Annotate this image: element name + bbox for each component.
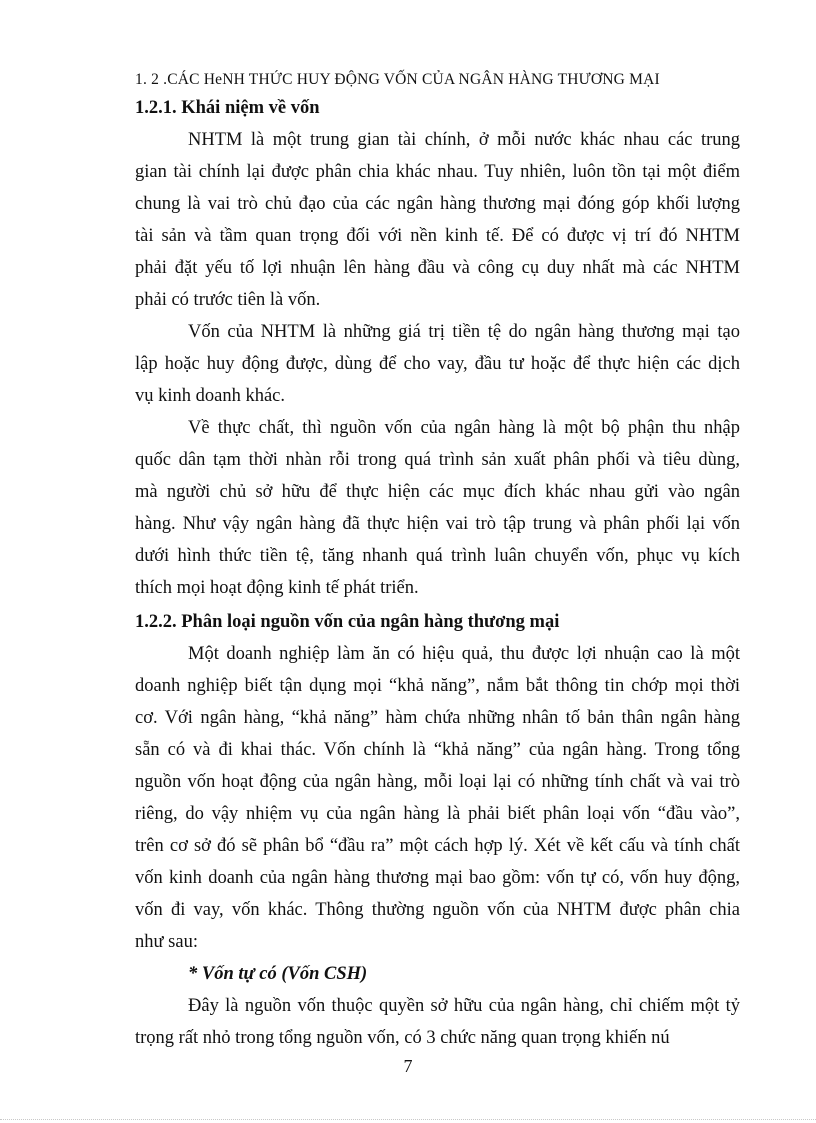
paragraph-line: tài sản và tầm quan trọng đối với nền kinh tế. Để có được vị trí đó NHTM [135, 226, 740, 246]
paragraph-line: trọng rất nhỏ trong tổng nguồn vốn, có 3 chức năng quan trọng khiến nú [135, 1028, 670, 1048]
document-title: 1. 2 .CÁC HeNH THỨC HUY ĐỘNG VỐN CỦA NGÂN HÀNG THƯƠNG MẠI [135, 71, 660, 88]
paragraph-line: Một doanh nghiệp làm ăn có hiệu quả, thu được lợi nhuận cao là một [188, 644, 740, 664]
paragraph-line: lập hoặc huy động được, dùng để cho vay, đầu tư hoặc để thực hiện các dịch [135, 354, 740, 374]
paragraph-line: Về thực chất, thì nguồn vốn của ngân hàng là một bộ phận thu nhập [188, 418, 740, 438]
paragraph-line: phải có trước tiên là vốn. [135, 290, 321, 310]
paragraph-line: trên cơ sở đó sẽ phân bổ “đầu ra” một cách hợp lý. Xét về kết cấu và tính chất [135, 836, 740, 856]
paragraph-line: vốn kinh doanh của ngân hàng thương mại bao gồm: vốn tự có, vốn huy động, [135, 868, 740, 888]
paragraph-line: quốc dân tạm thời nhàn rỗi trong quá trình sản xuất phân phối và tiêu dùng, [135, 450, 740, 470]
paragraph-line: thích mọi hoạt động kinh tế phát triển. [135, 578, 419, 598]
paragraph-line: hàng. Như vậy ngân hàng đã thực hiện vai trò tập trung và phân phối lại vốn [135, 514, 740, 534]
paragraph-line: gian tài chính lại được phân chia khác nhau. Tuy nhiên, luôn tồn tại một điểm [135, 162, 740, 182]
paragraph-line: Vốn của NHTM là những giá trị tiền tệ do ngân hàng thương mại tạo [188, 322, 740, 342]
paragraph-line: nguồn vốn hoạt động của ngân hàng, mỗi loại lại có những tính chất và vai trò [135, 772, 740, 792]
page-number: 7 [403, 1056, 413, 1076]
paragraph-line: NHTM là một trung gian tài chính, ở mỗi nước khác nhau các trung [188, 130, 740, 150]
section-heading-1-2-2: 1.2.2. Phân loại nguồn vốn của ngân hàng thương mại [135, 612, 560, 632]
paragraph-line: chung là vai trò chủ đạo của các ngân hàng thương mại đóng góp khối lượng [135, 194, 740, 214]
paragraph-line: phải đặt yếu tố lợi nhuận lên hàng đầu và công cụ duy nhất mà các NHTM [135, 258, 740, 278]
paragraph-line: cơ. Với ngân hàng, “khả năng” hàm chứa những nhân tố bản thân ngân hàng [135, 708, 740, 728]
section-heading-1-2-1: 1.2.1. Khái niệm về vốn [135, 98, 320, 118]
paragraph-line: riêng, do vậy nhiệm vụ của ngân hàng là phải biết phân loại vốn “đầu vào”, [135, 804, 740, 824]
paragraph-line: mà người chủ sở hữu để thực hiện các mục đích khác nhau gửi vào ngân [135, 482, 740, 502]
paragraph-line: doanh nghiệp biết tận dụng mọi “khả năng”, nắm bắt thông tin chớp mọi thời [135, 676, 740, 696]
paragraph-line: sẵn có và đi khai thác. Vốn chính là “khả năng” của ngân hàng. Trong tổng [135, 740, 740, 760]
paragraph-line: như sau: [135, 932, 198, 952]
paragraph-line: vụ kinh doanh khác. [135, 386, 286, 406]
paragraph-line: dưới hình thức tiền tệ, tăng nhanh quá trình luân chuyển vốn, phục vụ kích [135, 546, 740, 566]
subheading-von-tu-co: * Vốn tự có (Vốn CSH) [188, 964, 368, 984]
page-bottom-divider [0, 1119, 816, 1120]
paragraph-line: Đây là nguồn vốn thuộc quyền sở hữu của ngân hàng, chỉ chiếm một tỷ [188, 996, 740, 1016]
paragraph-line: vốn đi vay, vốn khác. Thông thường nguồn vốn của NHTM được phân chia [135, 900, 740, 920]
